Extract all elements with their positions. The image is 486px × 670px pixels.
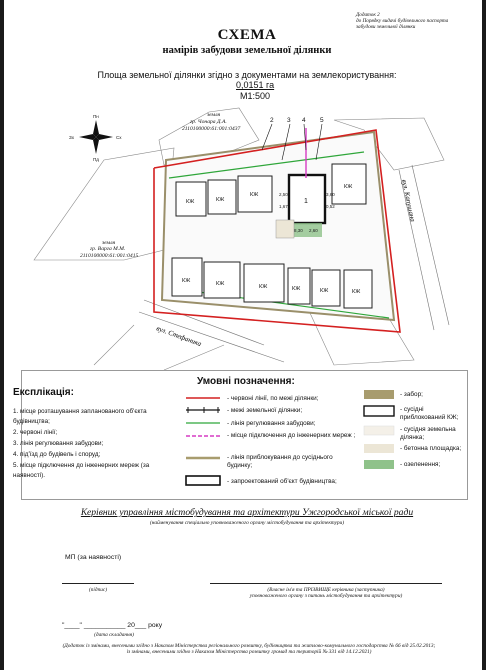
building-tag: КЖ — [250, 192, 259, 198]
dim-label: 3,60 — [326, 192, 335, 197]
signature-caption: (підпис) — [89, 587, 107, 593]
concrete-pad — [276, 220, 294, 238]
site-plan-map — [4, 100, 482, 370]
explication-item: 4. під'їзд до будівель і споруд; — [13, 451, 101, 458]
compass-east: Сх — [116, 135, 122, 140]
explication-item: 3. лінія регулювання забудови; — [13, 440, 104, 447]
explication-item: 2. червоні лінії; — [13, 429, 58, 436]
marker-one: 1 — [304, 198, 308, 205]
scale-label: М1:500 — [240, 91, 271, 101]
stamp-placeholder: МП (за наявності) — [65, 554, 122, 561]
authority-title: Керівник управління містобудування та архітектури Ужгородської міської ради — [80, 507, 414, 518]
name-caption: (Власне ім'я та ПРІЗВИЩЕ керівника (заступника) уповноваженого органу з питань містобудування та архітектури) — [249, 587, 403, 599]
building-tag: КЖ — [182, 278, 191, 284]
signature-line — [62, 583, 134, 584]
legend-swatches-right — [362, 388, 398, 478]
building-tag: КЖ — [320, 288, 329, 294]
compass-south: Пд — [93, 157, 99, 162]
dim-label: 1,67 — [279, 204, 288, 209]
callout-3: 3 — [287, 117, 291, 124]
legend-lawn: - озеленення; — [400, 461, 441, 468]
building-tag: КЖ — [216, 281, 225, 287]
street-right-label: вул. Капушана — [400, 178, 417, 223]
callout-4: 4 — [302, 117, 306, 124]
legend-neighbour-house: - сусідні приблокований КЖ; — [400, 406, 459, 421]
compass-west: Зх — [69, 135, 74, 140]
legend-parcel-bounds: - межі земельної ділянки; — [227, 407, 303, 414]
dim-label: 2,60 — [309, 228, 318, 233]
callout-2: 2 — [270, 117, 274, 124]
compass-north: Пн — [93, 114, 99, 119]
doc-title: СХЕМА — [217, 27, 277, 43]
parcel-left-owner: гр. Варга М.М. — [90, 246, 126, 252]
legend-planned-object: - запроектований об'єкт будівництва; — [227, 478, 337, 485]
legend-fence: - забор; — [400, 391, 423, 398]
building-tag: КЖ — [344, 184, 353, 190]
street-bottom-label: вул. Стефаника — [155, 324, 203, 349]
parcel-top-owner: гр. Чонара Д.А. — [190, 119, 227, 125]
legend-neighbour-parcel: - сусідня земельна ділянка; — [400, 426, 456, 441]
date-line: "____" ___________ 20___ року — [62, 622, 163, 629]
legend-concrete: - бетонна площадка; — [400, 445, 462, 452]
building-tag: КЖ — [352, 289, 361, 295]
legend-connection: - місце підключення до інженерних мереж ; — [227, 432, 356, 439]
dim-label: 2,50 — [279, 192, 288, 197]
parcel-top-cadastre: 2110100000:61:001:0437 — [182, 126, 241, 132]
authority-caption: (найменування спеціально уповноваженого органу містобудування та архітектури) — [149, 520, 345, 526]
doc-subtitle: намірів забудови земельної ділянки — [162, 45, 332, 56]
date-caption: (дата складання) — [94, 632, 134, 638]
parcel-top-label: земля — [207, 112, 221, 118]
legend-swatches-left — [184, 392, 224, 502]
callout-5: 5 — [320, 117, 324, 124]
explication-item: 5. місце підключення до інженерних мереж (за наявності). — [13, 462, 150, 479]
explication-title: Експлікація: — [13, 387, 74, 398]
legend-title: Умовні позначення: — [197, 376, 295, 387]
parcel-left-label: земля — [102, 240, 116, 246]
legend-regulation-line: - лінія регулювання забудови; — [227, 420, 316, 427]
dim-label: 0,52 — [326, 204, 335, 209]
name-line — [210, 583, 442, 584]
building-tag: КЖ — [186, 199, 195, 205]
dim-label: 8,30 — [294, 228, 303, 233]
legend-red-lines: - червоні лінії, по межі ділянки; — [227, 395, 319, 402]
area-value: 0,0151 га — [236, 80, 275, 90]
footer-note: (Додаток із змінами, внесеними згідно з Наказом Міністерства регіонального розвитку, будівництва та житлово-комунального господарства № 66 від 25.02.2013; із змінами, внесеними згідно з Наказом Міністерства розвитку громад та територій № 331 від 14.12.2021) — [62, 643, 436, 656]
document-sheet — [4, 0, 482, 670]
area-caption: Площа земельної ділянки згідно з документами на землекористування: — [97, 70, 397, 80]
compass-rose — [69, 114, 122, 162]
parcel-left-cadastre: 2110100000:61:001:0415 — [80, 253, 139, 259]
explication-item: 1. місце розташування запланованого об'єкта будівництва; — [13, 408, 147, 425]
building-tag: КЖ — [292, 286, 301, 292]
building-tag: КЖ — [259, 284, 268, 290]
building-tag: КЖ — [216, 197, 225, 203]
legend-block-line: - лінія приблокування до сусіднього будинку; — [227, 454, 333, 469]
annex-note: Додаток 2 до Порядку видачі будівельного паспорта забудови земельної ділянки — [356, 12, 449, 31]
